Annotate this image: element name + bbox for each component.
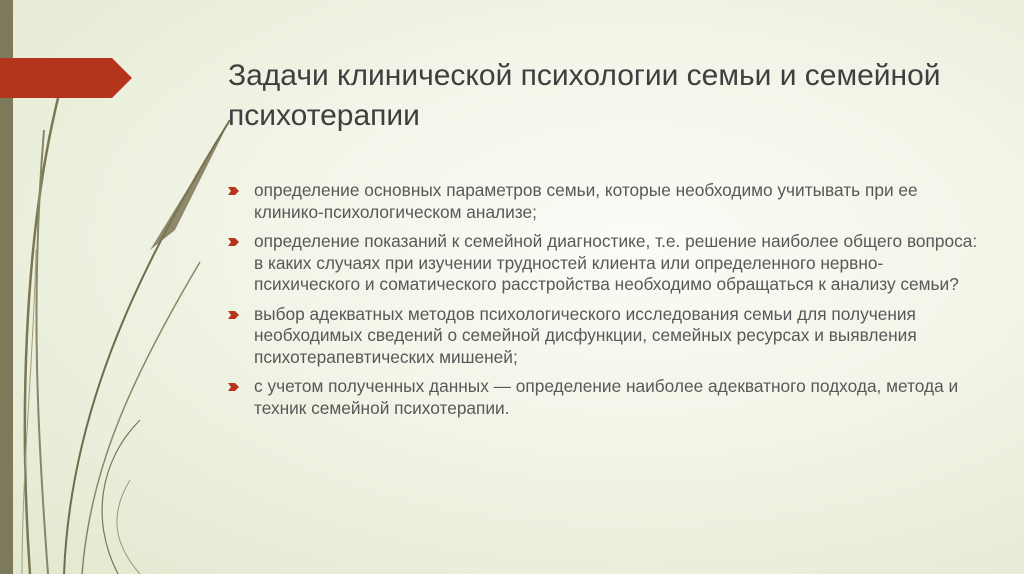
bullet-item — [228, 231, 988, 296]
bullet-text: определение показаний к семейной диагностике, т.е. решение наиболее общего вопроса: в каких случаях при изучении трудностей клиента или определенного нервно-психического и соматического расстройства необходимо обращаться к анализу семьи? — [254, 231, 978, 294]
accent-arrow-shape — [0, 0, 140, 574]
slide-title: Задачи клинической психологии семьи и семейной психотерапии — [228, 59, 941, 132]
bullet-text: определение основных параметров семьи, которые необходимо учитывать при ее клинико-психологическом анализе; — [254, 180, 918, 222]
arrow-bullet-icon — [228, 237, 240, 247]
bullet-item — [228, 376, 988, 419]
bullet-item — [228, 304, 988, 369]
bullet-text: выбор адекватных методов психологического исследования семьи для получения необходимых сведений о семейной дисфункции, семейных ресурсах и выявления психотерапевтических мишеней; — [254, 303, 917, 367]
arrow-bullet-icon — [228, 382, 240, 392]
bullet-text: с учетом полученных данных — определение наиболее адекватного подхода, метода и техник семейной психотерапии. — [254, 376, 959, 418]
slide-body — [228, 180, 988, 427]
arrow-bullet-icon — [228, 310, 240, 320]
arrow-bullet-icon — [228, 186, 240, 196]
bullet-list — [228, 180, 988, 419]
bullet-item — [228, 180, 988, 223]
